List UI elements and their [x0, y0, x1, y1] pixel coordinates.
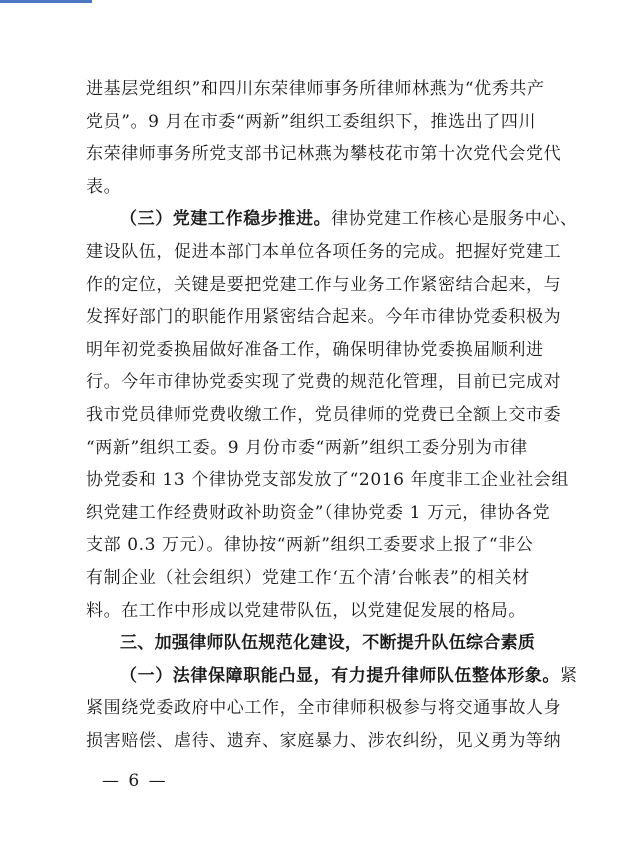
paragraph-line: 支部 0.3 万元）。律协按“两新”组织工委要求上报了“非公 — [86, 535, 534, 556]
paragraph-line — [86, 203, 578, 236]
paragraph-line: 行。今年市律协党委实现了党费的规范化管理，目前已完成对 — [86, 372, 562, 393]
paragraph-text: 紧 — [560, 665, 578, 686]
section-heading: 三、加强律师队伍规范化建设，不断提升队伍综合素质 — [120, 633, 536, 654]
page-number: — 6 — — [102, 771, 168, 791]
paragraph-line: 党员”。9 月在市委“两新”组织工委组织下，推选出了四川 — [86, 111, 537, 132]
paragraph-line: 东荣律师事务所党支部书记林燕为攀枝花市第十次党代会党代 — [86, 144, 562, 165]
subsection-heading: （三）党建工作稳步推进。 — [120, 209, 332, 230]
paragraph-line: 发挥好部门的职能作用紧密结合起来。今年市律协党委积极为 — [86, 307, 562, 328]
paragraph-line: 表。 — [86, 176, 122, 197]
paragraph-text: 律协党建工作核心是服务中心、 — [331, 209, 578, 230]
paragraph-line: 织党建工作经费财政补助资金”（律协党委 1 万元，律协各党 — [86, 502, 551, 523]
paragraph-line: 紧围绕党委政府中心工作，全市律师积极参与将交通事故人身 — [86, 698, 562, 719]
paragraph-line: 料。在工作中形成以党建带队伍，以党建促发展的格局。 — [86, 600, 526, 621]
paragraph-line: 协党委和 13 个律协党支部发放了“2016 年度非工企业社会组 — [86, 470, 569, 491]
paragraph-line: 进基层党组织”和四川东荣律师事务所律师林燕为“优秀共产 — [86, 79, 545, 99]
paragraph-line: 我市党员律师党费收缴工作，党员律师的党费已全额上交市委 — [86, 404, 562, 425]
paragraph-line: 作的定位，关键是要把党建工作与业务工作紧密结合起来，与 — [86, 274, 562, 295]
paragraph-line: 明年初党委换届做好准备工作，确保明律协党委换届顺利进 — [86, 339, 544, 360]
paragraph-line: 损害赔偿、虐待、遗弃、家庭暴力、涉农纠纷，见义勇为等纳 — [86, 730, 562, 751]
paragraph-line: 有制企业（社会组织）党建工作‘五个清’台帐表”的相关材 — [86, 567, 530, 588]
subsection-heading: （一）法律保障职能凸显，有力提升律师队伍整体形象。 — [120, 665, 560, 686]
paragraph-line: “两新”组织工委。9 月份市委“两新”组织工委分别为市律 — [86, 437, 528, 458]
document-body — [86, 73, 578, 757]
paragraph-line: 建设队伍，促进本部门本单位各项任务的完成。把握好党建工 — [86, 241, 562, 262]
paragraph-line — [86, 660, 578, 693]
top-accent-bar — [0, 0, 92, 3]
